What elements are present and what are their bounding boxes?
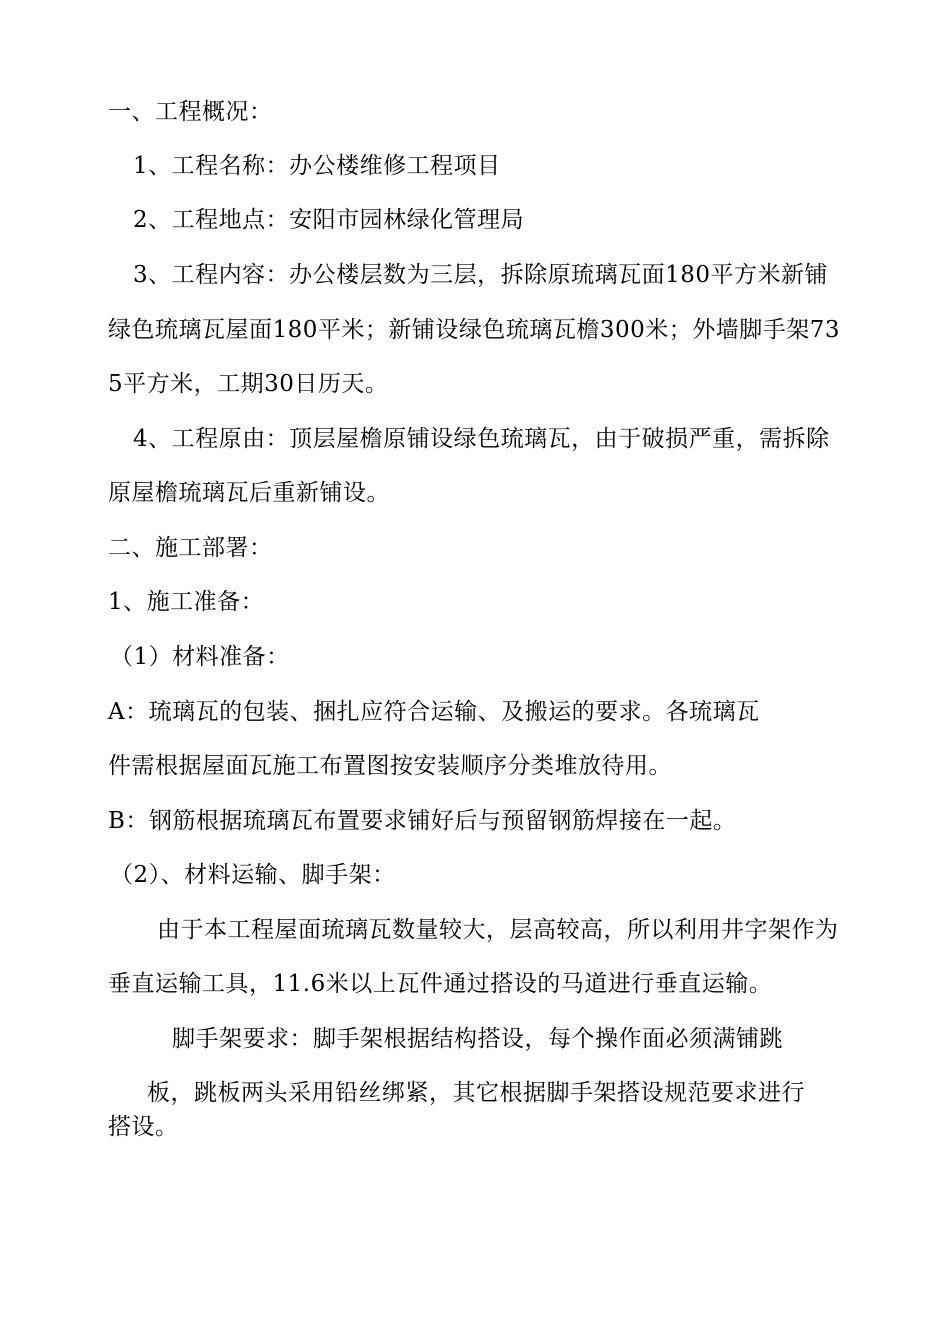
project-content-line-1: 3、工程内容：办公楼层数为三层，拆除原琉璃瓦面180平方米新铺	[133, 262, 829, 288]
transport-para-line-2: 垂直运输工具，11.6米以上瓦件通过搭设的马道进行垂直运输。	[108, 971, 773, 997]
item-a-line-1: A：琉璃瓦的包装、捆扎应符合运输、及搬运的要求。各琉璃瓦	[108, 699, 760, 725]
section-1-title: 一、工程概况：	[108, 99, 273, 125]
transport-para-line-1: 由于本工程屋面琉璃瓦数量较大，层高较高，所以利用井字架作为	[157, 917, 839, 943]
project-content-line-3: 5平方米，工期30日历天。	[108, 371, 389, 397]
scaffold-para-line-3: 搭设。	[108, 1114, 179, 1140]
material-prep-heading: （1）材料准备：	[110, 644, 290, 670]
transport-scaffold-heading: （2）、材料运输、脚手架：	[110, 862, 396, 888]
construction-prep-heading: 1、施工准备：	[108, 589, 265, 615]
item-b: B：钢筋根据琉璃瓦布置要求铺好后与预留钢筋焊接在一起。	[108, 808, 737, 834]
project-location: 2、工程地点：安阳市园林绿化管理局	[133, 207, 525, 233]
project-name: 1、工程名称：办公楼维修工程项目	[133, 153, 501, 179]
item-a-line-2: 件需根据屋面瓦施工布置图按安装顺序分类堆放待用。	[108, 753, 672, 779]
scaffold-para-line-1: 脚手架要求：脚手架根据结构搭设，每个操作面必须满铺跳	[172, 1026, 783, 1052]
project-reason-line-2: 原屋檐琉璃瓦后重新铺设。	[108, 480, 390, 506]
section-2-title: 二、施工部署：	[108, 535, 273, 561]
project-reason-line-1: 4、工程原由：顶层屋檐原铺设绿色琉璃瓦，由于破损严重，需拆除	[133, 426, 830, 452]
scaffold-para-line-2: 板，跳板两头采用铅丝绑紧，其它根据脚手架搭设规范要求进行	[147, 1080, 805, 1106]
project-content-line-2: 绿色琉璃瓦屋面180平米；新铺设绿色琉璃瓦檐300米；外墙脚手架73	[108, 317, 841, 343]
